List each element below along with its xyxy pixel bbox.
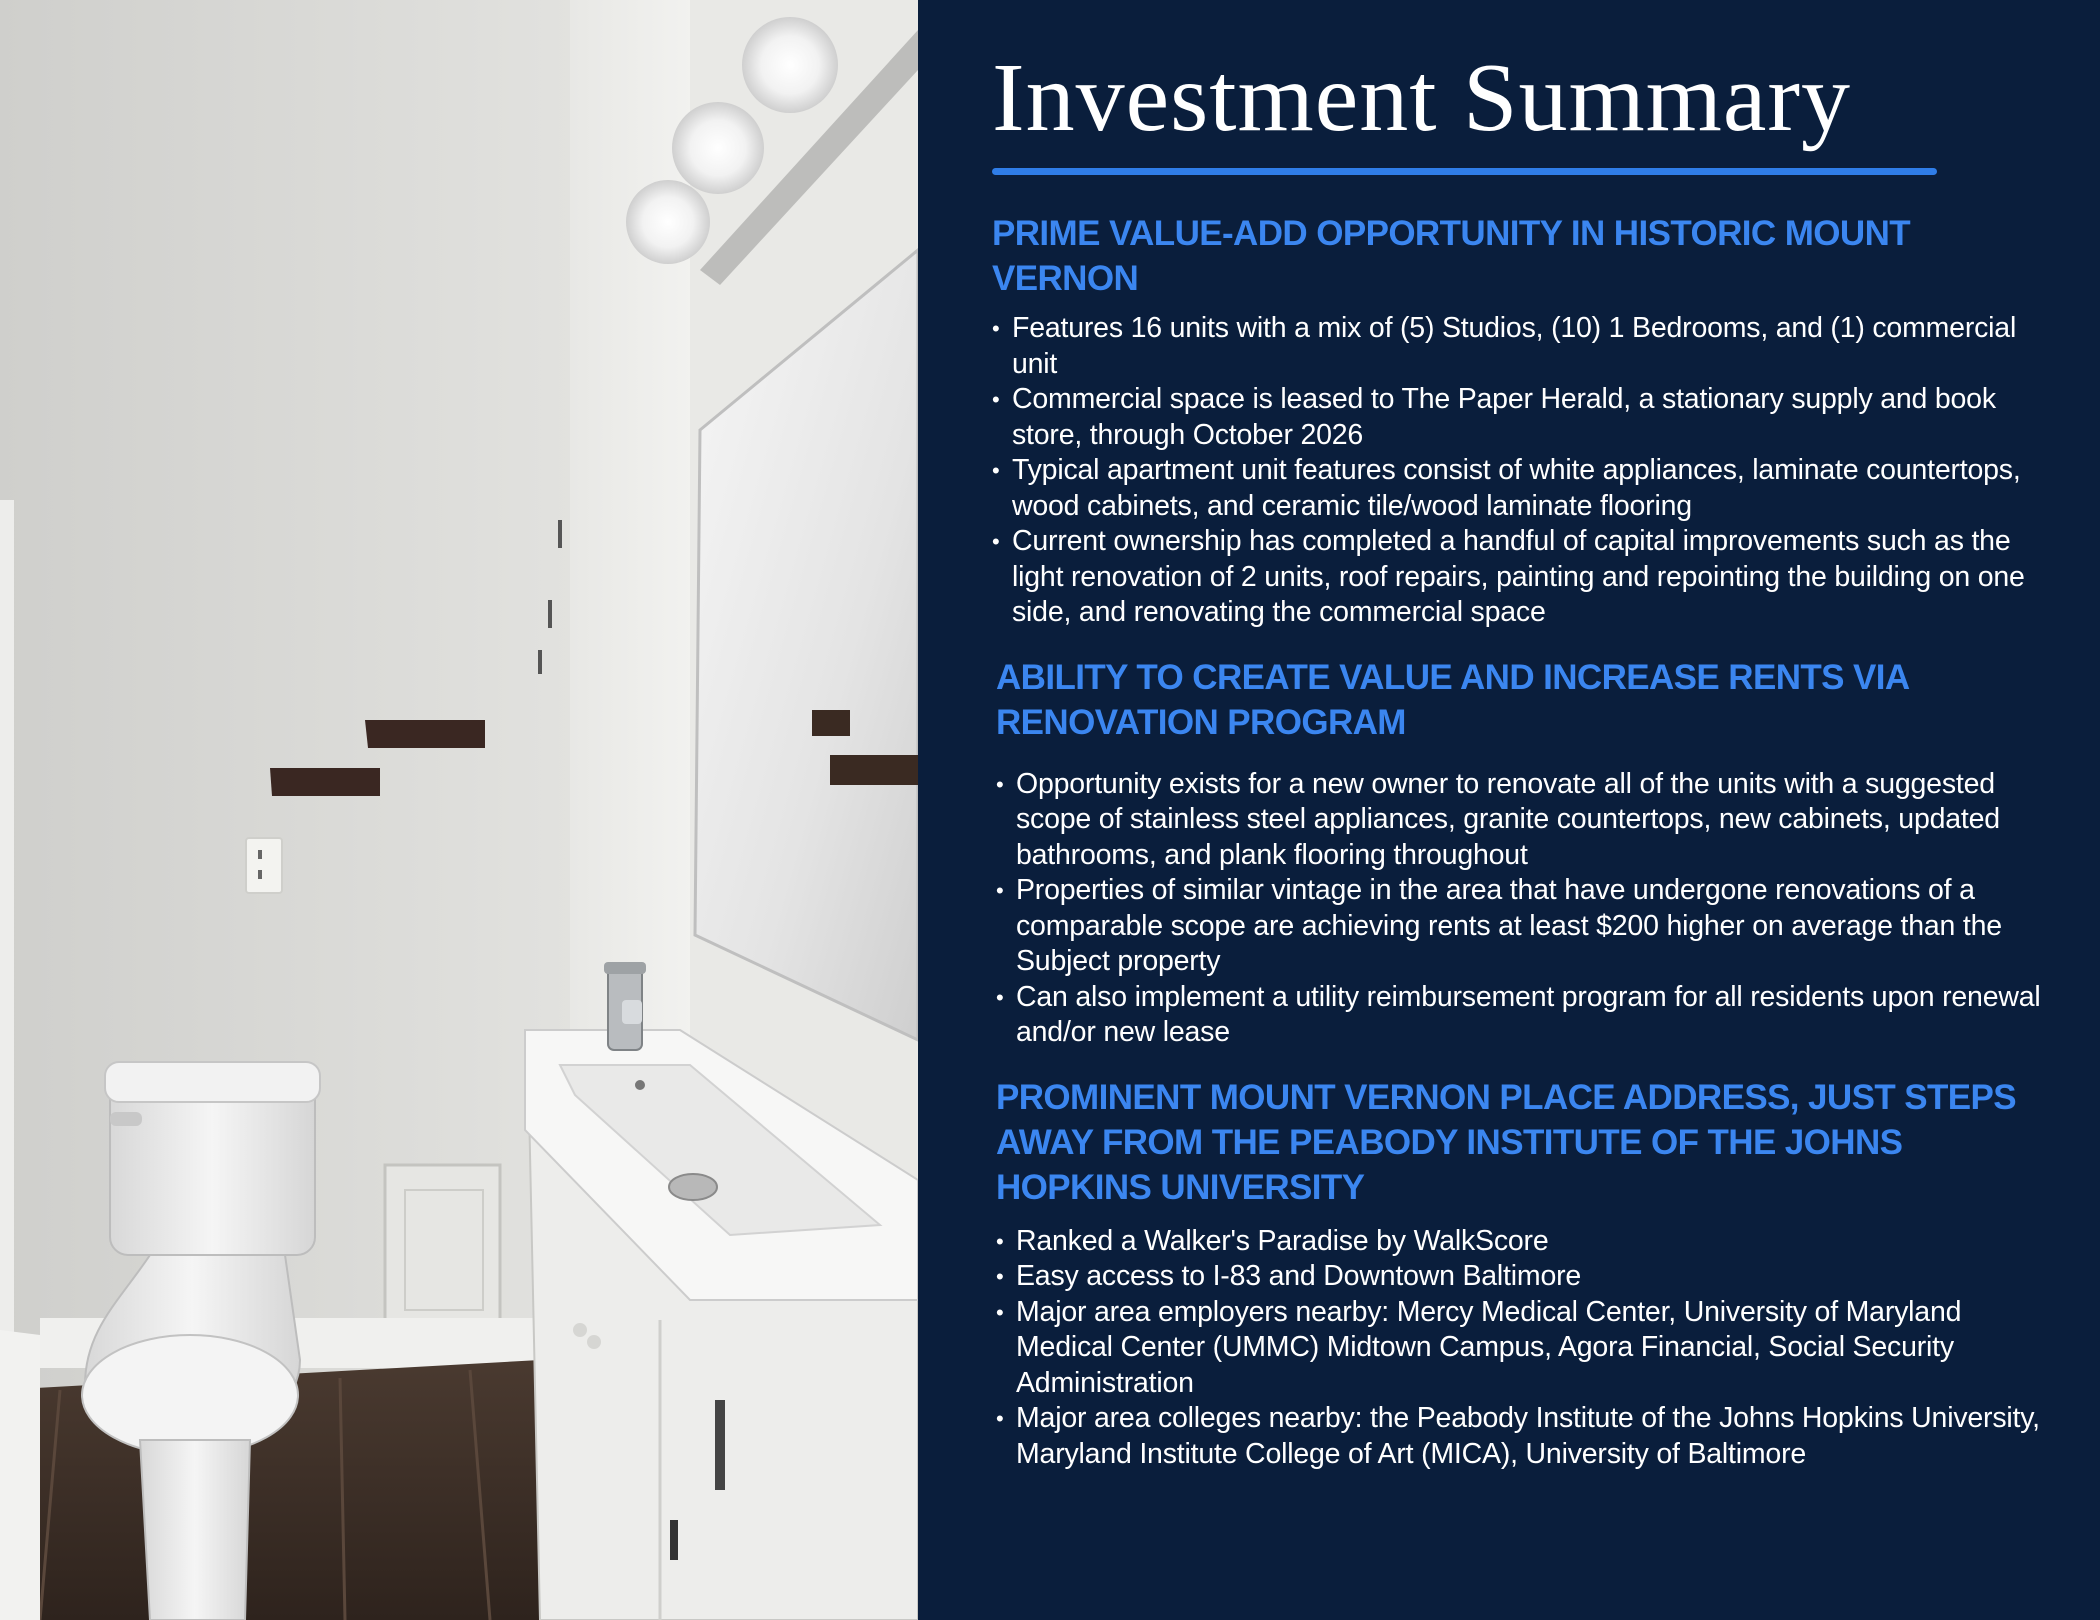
bullet-list bbox=[992, 311, 2060, 631]
bathroom-photo bbox=[0, 0, 918, 1620]
section-value-add bbox=[992, 211, 2060, 631]
bullet-item: • Current ownership has completed a handful of capital improvements such as the light renovation of 2 units, roof repairs, painting and repointing the building on one side, and renovating the commercial space bbox=[992, 524, 2060, 631]
bullet-item: • Properties of similar vintage in the area that have undergone renovations of a comparable scope are achieving rents at least $200 higher on average than the Subject property bbox=[996, 873, 2060, 980]
section-location bbox=[996, 1075, 2060, 1473]
bullet-item: • Major area colleges nearby: the Peabody Institute of the Johns Hopkins University, Maryland Institute College of Art (MICA), University of Baltimore bbox=[996, 1401, 2060, 1472]
section-renovation bbox=[996, 655, 2060, 1051]
bullet-item: • Major area employers nearby: Mercy Medical Center, University of Maryland Medical Center (UMMC) Midtown Campus, Agora Financial, Social Security Administration bbox=[996, 1295, 2060, 1402]
bullet-list bbox=[996, 1224, 2060, 1473]
section-heading: ABILITY TO CREATE VALUE AND INCREASE RENTS VIA RENOVATION PROGRAM bbox=[996, 657, 1909, 742]
bullet-item: • Features 16 units with a mix of (5) Studios, (10) 1 Bedrooms, and (1) commercial unit bbox=[992, 311, 2060, 382]
bullet-item: • Can also implement a utility reimbursement program for all residents upon renewal and/or new lease bbox=[996, 980, 2060, 1051]
page-title: Investment Summary bbox=[992, 44, 1852, 152]
light-bulb-icon bbox=[742, 17, 838, 113]
section-heading: PROMINENT MOUNT VERNON PLACE ADDRESS, JUST STEPS AWAY FROM THE PEABODY INSTITUTE OF THE JOHNS HOPKINS UNIVERSITY bbox=[996, 1077, 2017, 1207]
bullet-item: • Easy access to I-83 and Downtown Baltimore bbox=[996, 1259, 2060, 1295]
bullet-item: • Ranked a Walker's Paradise by WalkScore bbox=[996, 1224, 2060, 1260]
bullet-item: • Typical apartment unit features consist of white appliances, laminate countertops, wood cabinets, and ceramic tile/wood laminate flooring bbox=[992, 453, 2060, 524]
bullet-item: • Commercial space is leased to The Paper Herald, a stationary supply and book store, through October 2026 bbox=[992, 382, 2060, 453]
section-heading: PRIME VALUE-ADD OPPORTUNITY IN HISTORIC MOUNT VERNON bbox=[992, 214, 1911, 298]
bullet-item: • Opportunity exists for a new owner to renovate all of the units with a suggested scope of stainless steel appliances, granite countertops, new cabinets, updated bathrooms, and plank flooring throughout bbox=[996, 767, 2060, 874]
bullet-list bbox=[996, 767, 2060, 1051]
title-underline bbox=[992, 168, 1937, 175]
investment-summary-panel bbox=[918, 0, 2100, 1620]
